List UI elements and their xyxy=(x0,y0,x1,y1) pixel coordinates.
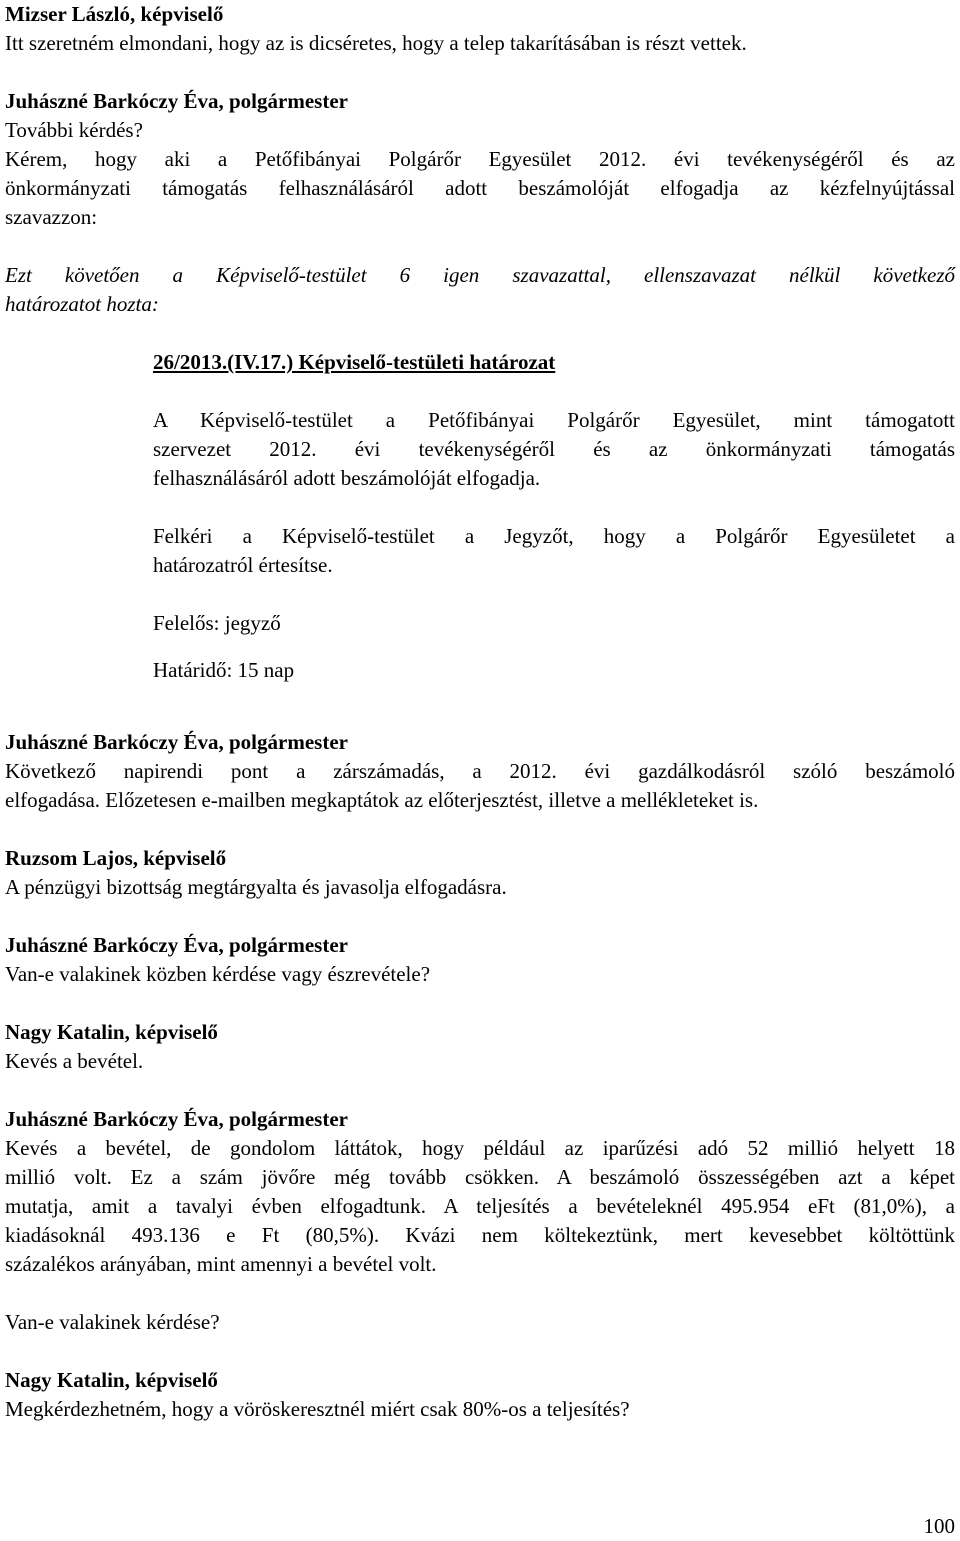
resolution-text-line: szervezet 2012. évi tevékenységéről és az önkormányzati támogatás xyxy=(153,437,955,461)
speech-line: Következő napirendi pont a zárszámadás, a 2012. évi gazdálkodásról szóló beszámoló xyxy=(5,759,955,783)
resolution-responsible: Felelős: jegyző xyxy=(153,611,281,635)
speaker-name: Mizser László, képviselő xyxy=(5,2,224,26)
resolution-title: 26/2013.(IV.17.) Képviselő-testületi határozat xyxy=(153,350,556,374)
speaker-name: Juhászné Barkóczy Éva, polgármester xyxy=(5,1107,348,1131)
vote-statement-line: Ezt követően a Képviselő-testület 6 igen szavazattal, ellenszavazat nélkül következő xyxy=(5,263,955,287)
speech-line: További kérdés? xyxy=(5,118,143,142)
speech-line: millió volt. Ez a szám jövőre még tovább csökken. A beszámoló összességében azt a képet xyxy=(5,1165,955,1189)
speech-line: A pénzügyi bizottság megtárgyalta és javasolja elfogadásra. xyxy=(5,875,507,899)
speech-line: Kevés a bevétel. xyxy=(5,1049,144,1073)
vote-statement-line: határozatot hozta: xyxy=(5,292,159,316)
resolution-text-line: A Képviselő-testület a Petőfibányai Polgárőr Egyesület, mint támogatott xyxy=(153,408,955,432)
speech-line: Van-e valakinek közben kérdése vagy észrevétele? xyxy=(5,962,431,986)
speaker-name: Nagy Katalin, képviselő xyxy=(5,1020,218,1044)
resolution-deadline: Határidő: 15 nap xyxy=(153,658,295,682)
speaker-name: Juhászné Barkóczy Éva, polgármester xyxy=(5,933,348,957)
resolution-text-line: felhasználásáról adott beszámolóját elfogadja. xyxy=(153,466,541,490)
page-number: 100 xyxy=(923,1514,955,1538)
speaker-name: Juhászné Barkóczy Éva, polgármester xyxy=(5,730,348,754)
resolution-text-line: határozatról értesítse. xyxy=(153,553,333,577)
speech-line: Kevés a bevétel, de gondolom láttátok, hogy például az iparűzési adó 52 millió helyett 18 xyxy=(5,1136,955,1160)
speech-line: elfogadása. Előzetesen e-mailben megkaptátok az előterjesztést, illetve a mellékleteket is. xyxy=(5,788,759,812)
document-body xyxy=(5,0,955,1424)
speaker-name: Juhászné Barkóczy Éva, polgármester xyxy=(5,89,348,113)
speaker-name: Ruzsom Lajos, képviselő xyxy=(5,846,227,870)
speech-line: százalékos arányában, mint amennyi a bevétel volt. xyxy=(5,1252,437,1276)
speech-line: szavazzon: xyxy=(5,205,98,229)
speech-line: Van-e valakinek kérdése? xyxy=(5,1310,220,1334)
speech-line: Kérem, hogy aki a Petőfibányai Polgárőr Egyesület 2012. évi tevékenységéről és az xyxy=(5,147,955,171)
speech-line: mutatja, amit a tavalyi évben elfogadtunk. A teljesítés a bevételeknél 495.954 eFt (81,0%), a xyxy=(5,1194,955,1218)
resolution-text-line: Felkéri a Képviselő-testület a Jegyzőt, hogy a Polgárőr Egyesületet a xyxy=(153,524,955,548)
speaker-name: Nagy Katalin, képviselő xyxy=(5,1368,218,1392)
speech-line: önkormányzati támogatás felhasználásáról adott beszámolóját elfogadja az kézfelnyújtással xyxy=(5,176,955,200)
speech-line: kiadásoknál 493.136 e Ft (80,5%). Kvázi nem költekeztünk, mert kevesebbet költöttünk xyxy=(5,1223,955,1247)
speech-line: Itt szeretném elmondani, hogy az is dicséretes, hogy a telep takarításában is részt vettek. xyxy=(5,31,747,55)
resolution xyxy=(5,348,955,685)
speech-line: Megkérdezhetném, hogy a vöröskeresztnél miért csak 80%-os a teljesítés? xyxy=(5,1397,630,1421)
